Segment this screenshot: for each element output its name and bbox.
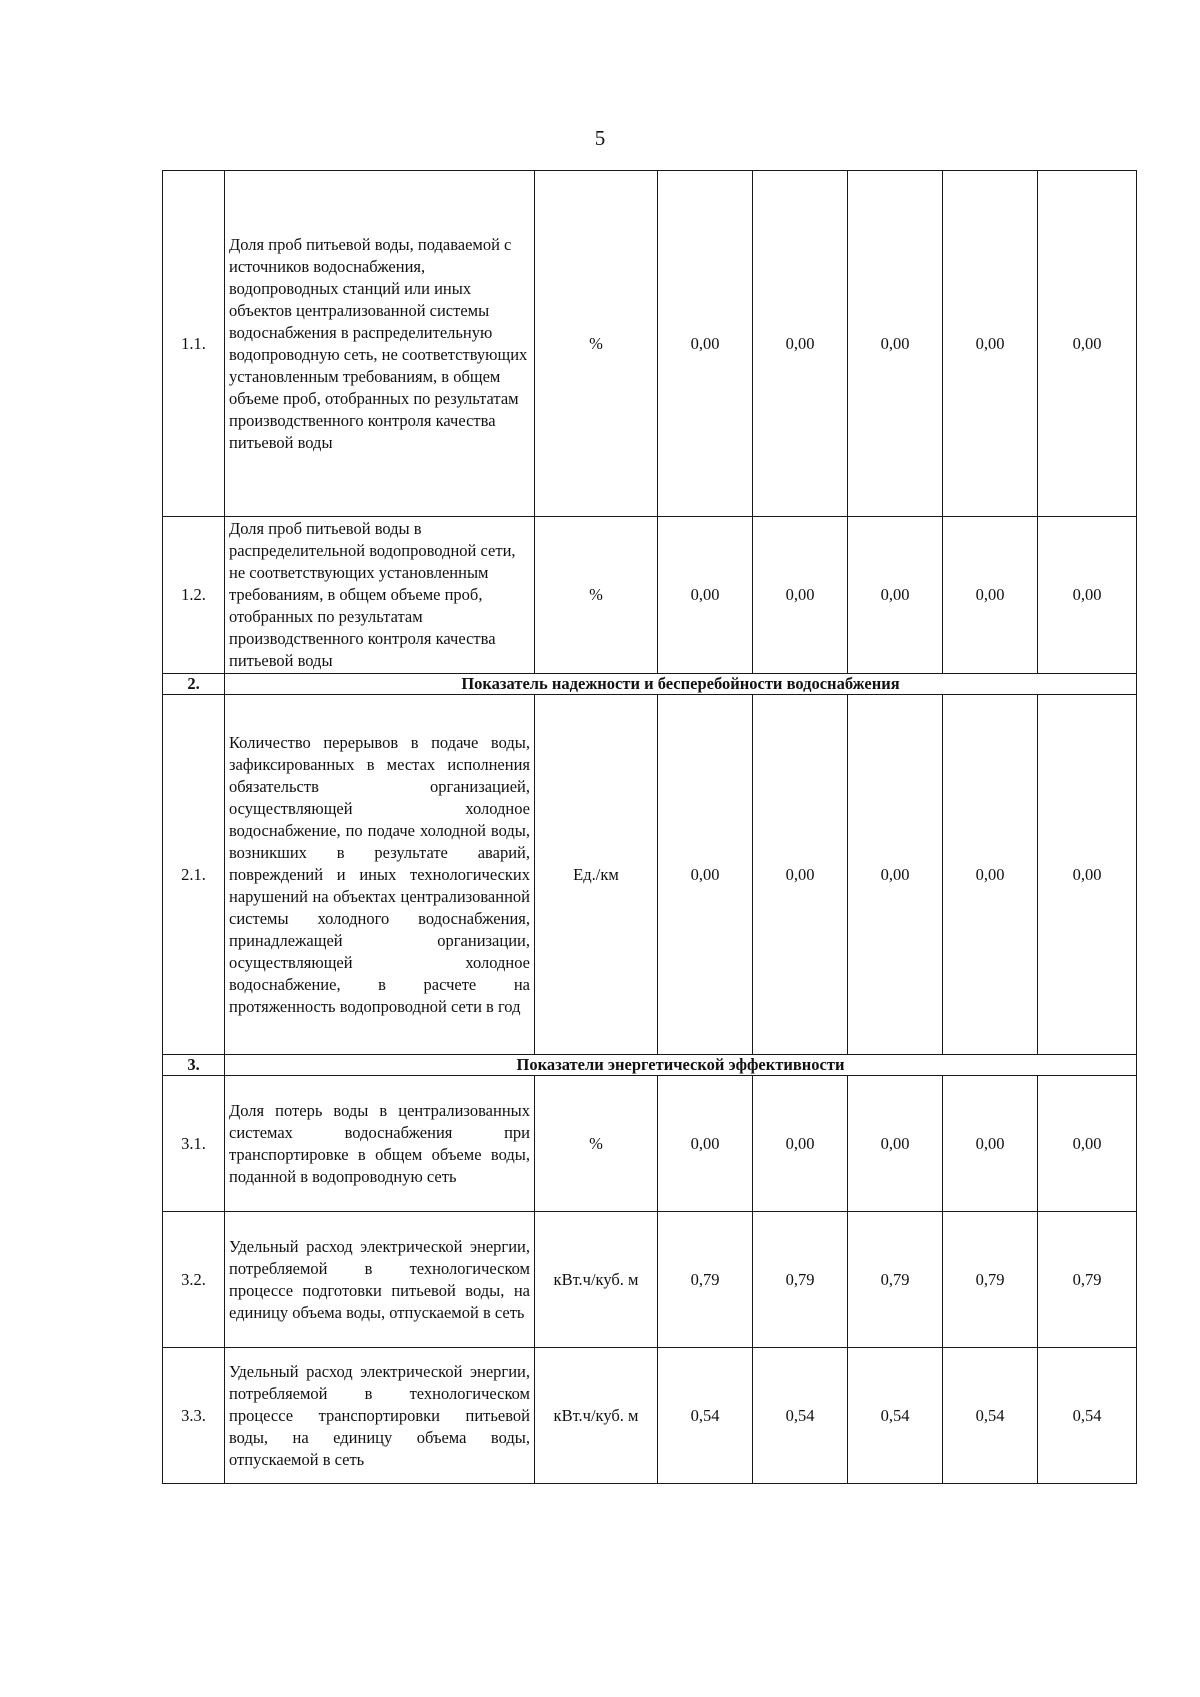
row-number: 1.2. xyxy=(163,517,225,674)
indicator-description: Удельный расход электрической энергии, потребляемой в технологическом процессе подготовки питьевой воды, на единицу объема воды, отпускаемой в сеть xyxy=(225,1212,535,1348)
value-cell: 0,00 xyxy=(753,171,848,517)
value-cell: 0,00 xyxy=(848,517,943,674)
value-cell: 0,79 xyxy=(943,1212,1038,1348)
value-cell: 0,00 xyxy=(848,171,943,517)
row-number: 3.1. xyxy=(163,1076,225,1212)
table-row xyxy=(163,1212,1137,1348)
value-cell: 0,00 xyxy=(658,171,753,517)
indicator-description: Удельный расход электрической энергии, потребляемой в технологическом процессе транспортировки питьевой воды, на единицу объема воды, отпускаемой в сеть xyxy=(225,1348,535,1484)
value-cell: 0,00 xyxy=(1038,517,1137,674)
section-number: 3. xyxy=(163,1055,225,1076)
value-cell: 0,00 xyxy=(1038,171,1137,517)
value-cell: 0,54 xyxy=(658,1348,753,1484)
indicator-description: Доля проб питьевой воды в распределительной водопроводной сети, не соответствующих установленным требованиям, в общем объеме проб, отобранных по результатам производственного контроля качества питьевой воды xyxy=(225,517,535,674)
value-cell: 0,54 xyxy=(753,1348,848,1484)
value-cell: 0,00 xyxy=(848,1076,943,1212)
unit-cell: % xyxy=(535,1076,658,1212)
page-number: 5 xyxy=(594,126,606,150)
value-cell: 0,00 xyxy=(943,171,1038,517)
table-row xyxy=(163,695,1137,1055)
value-cell: 0,00 xyxy=(658,1076,753,1212)
section-number: 2. xyxy=(163,674,225,695)
section-header-row xyxy=(163,1055,1137,1076)
section-title: Показатель надежности и бесперебойности водоснабжения xyxy=(225,674,1137,695)
value-cell: 0,79 xyxy=(1038,1212,1137,1348)
table-row xyxy=(163,171,1137,517)
value-cell: 0,00 xyxy=(848,695,943,1055)
table-row xyxy=(163,1076,1137,1212)
unit-cell: кВт.ч/куб. м xyxy=(535,1348,658,1484)
value-cell: 0,00 xyxy=(753,1076,848,1212)
indicators-table xyxy=(162,170,1137,1484)
value-cell: 0,00 xyxy=(1038,1076,1137,1212)
value-cell: 0,79 xyxy=(658,1212,753,1348)
value-cell: 0,79 xyxy=(848,1212,943,1348)
value-cell: 0,00 xyxy=(753,695,848,1055)
row-number: 1.1. xyxy=(163,171,225,517)
section-header-row xyxy=(163,674,1137,695)
section-title: Показатели энергетической эффективности xyxy=(225,1055,1137,1076)
value-cell: 0,54 xyxy=(1038,1348,1137,1484)
unit-cell: кВт.ч/куб. м xyxy=(535,1212,658,1348)
value-cell: 0,00 xyxy=(1038,695,1137,1055)
value-cell: 0,54 xyxy=(943,1348,1038,1484)
unit-cell: % xyxy=(535,171,658,517)
value-cell: 0,79 xyxy=(753,1212,848,1348)
value-cell: 0,00 xyxy=(658,695,753,1055)
value-cell: 0,00 xyxy=(943,1076,1038,1212)
value-cell: 0,54 xyxy=(848,1348,943,1484)
row-number: 3.3. xyxy=(163,1348,225,1484)
table-row xyxy=(163,1348,1137,1484)
indicator-description: Доля проб питьевой воды, подаваемой с источников водоснабжения, водопроводных станций или иных объектов централизованной системы водоснабжения в распределительную водопроводную сеть, не соответствующих установленным требованиям, в общем объеме проб, отобранных по результатам производственного контроля качества питьевой воды xyxy=(225,171,535,517)
value-cell: 0,00 xyxy=(943,517,1038,674)
table-row xyxy=(163,517,1137,674)
indicator-description: Доля потерь воды в централизованных системах водоснабжения при транспортировке в общем объеме воды, поданной в водопроводную сеть xyxy=(225,1076,535,1212)
unit-cell: % xyxy=(535,517,658,674)
unit-cell: Ед./км xyxy=(535,695,658,1055)
value-cell: 0,00 xyxy=(658,517,753,674)
value-cell: 0,00 xyxy=(753,517,848,674)
value-cell: 0,00 xyxy=(943,695,1038,1055)
row-number: 2.1. xyxy=(163,695,225,1055)
row-number: 3.2. xyxy=(163,1212,225,1348)
indicator-description: Количество перерывов в подаче воды, зафиксированных в местах исполнения обязательств организацией, осуществляющей холодное водоснабжение, по подаче холодной воды, возникших в результате аварий, повреждений и иных технологических нарушений на объектах централизованной системы холодного водоснабжения, принадлежащей организации, осуществляющей холодное водоснабжение, в расчете на протяженность водопроводной сети в год xyxy=(225,695,535,1055)
